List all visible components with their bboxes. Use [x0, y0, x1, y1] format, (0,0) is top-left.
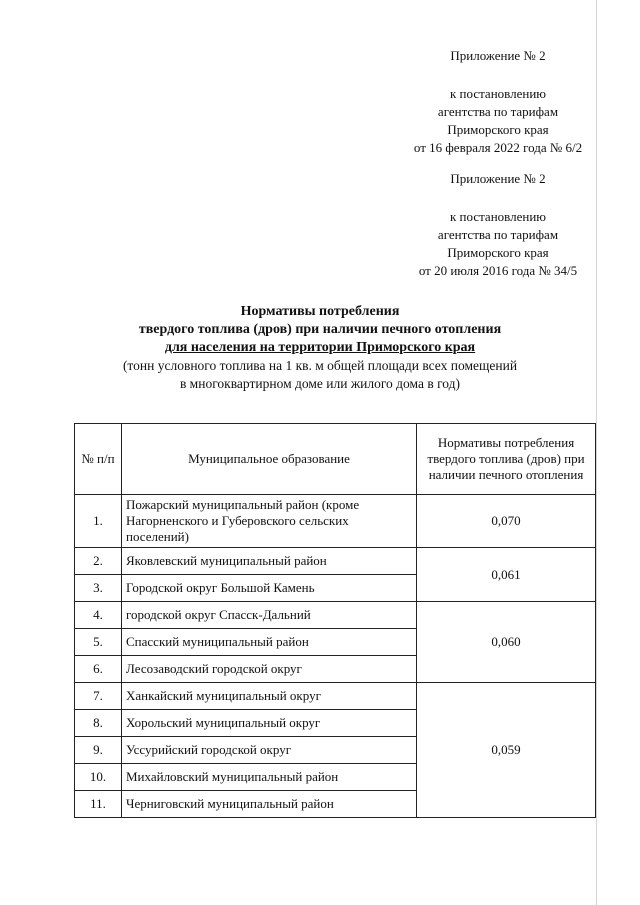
- norm-value: 0,061: [417, 548, 596, 602]
- header-municipality: Муниципальное образование: [122, 424, 417, 495]
- row-num: 7.: [75, 683, 122, 710]
- appendix-line: Приморского края: [447, 245, 549, 260]
- row-name: Черниговский муниципальный район: [122, 791, 417, 818]
- appendix-line: агентства по тарифам: [437, 227, 559, 242]
- row-name: Спасский муниципальный район: [122, 629, 417, 656]
- table-row: [75, 602, 596, 629]
- norms-table: [74, 423, 596, 818]
- row-name: Уссурийский городской округ: [122, 737, 417, 764]
- row-num: 10.: [75, 764, 122, 791]
- norm-value: 0,060: [417, 602, 596, 683]
- table-header-row: [75, 424, 596, 495]
- document-title: [60, 303, 580, 393]
- title-line: для населения на территории Приморского края: [164, 340, 476, 355]
- header-num: № п/п: [75, 424, 122, 495]
- appendix-line: к постановлению: [449, 86, 547, 101]
- table-row: [75, 495, 596, 548]
- title-line: твердого топлива (дров) при наличии печного отопления: [138, 322, 502, 337]
- appendix-line: от 20 июля 2016 года № 34/5: [418, 263, 578, 278]
- row-name: Ханкайский муниципальный округ: [122, 683, 417, 710]
- row-num: 2.: [75, 548, 122, 575]
- row-num: 4.: [75, 602, 122, 629]
- table-row: [75, 548, 596, 575]
- row-name: Михайловский муниципальный район: [122, 764, 417, 791]
- row-name: Хорольский муниципальный округ: [122, 710, 417, 737]
- appendix-line: к постановлению: [449, 209, 547, 224]
- row-num: 11.: [75, 791, 122, 818]
- appendix-original: [372, 170, 624, 280]
- row-name: Пожарский муниципальный район (кроме Нагорненского и Губеровского сельских поселений): [122, 495, 417, 548]
- row-num: 9.: [75, 737, 122, 764]
- row-name: городской округ Спасск-Дальний: [122, 602, 417, 629]
- title-subline: в многоквартирном доме или жилого дома в год): [179, 376, 461, 391]
- norm-value: 0,070: [417, 495, 596, 548]
- appendix-title: Приложение № 2: [450, 171, 546, 186]
- row-num: 5.: [75, 629, 122, 656]
- title-subline: (тонн условного топлива на 1 кв. м общей площади всех помещений: [122, 358, 518, 373]
- row-num: 1.: [75, 495, 122, 548]
- appendix-current: [372, 47, 624, 157]
- header-norm: Нормативы потребления твердого топлива (дров) при наличии печного отопления: [417, 424, 596, 495]
- appendix-line: Приморского края: [447, 122, 549, 137]
- row-name: Яковлевский муниципальный район: [122, 548, 417, 575]
- appendix-title: Приложение № 2: [450, 48, 546, 63]
- appendix-line: агентства по тарифам: [437, 104, 559, 119]
- row-name: Городской округ Большой Камень: [122, 575, 417, 602]
- norm-value: 0,059: [417, 683, 596, 818]
- row-num: 6.: [75, 656, 122, 683]
- row-num: 8.: [75, 710, 122, 737]
- appendix-line: от 16 февраля 2022 года № 6/2: [413, 140, 583, 155]
- row-num: 3.: [75, 575, 122, 602]
- row-name: Лесозаводский городской округ: [122, 656, 417, 683]
- table-row: [75, 683, 596, 710]
- title-line: Нормативы потребления: [240, 304, 400, 319]
